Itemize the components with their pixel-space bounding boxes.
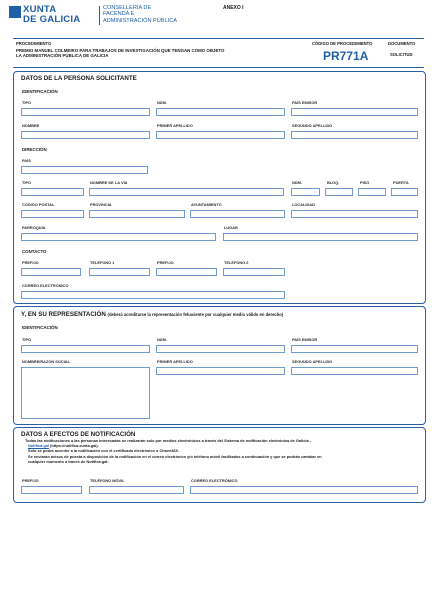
- notification-email-field[interactable]: [190, 486, 418, 494]
- applicant-type-field[interactable]: [21, 108, 150, 116]
- representative-section: [13, 306, 426, 425]
- representative-number-label: NÚM.: [157, 337, 167, 342]
- municipality-label: AYUNTAMIENTO: [191, 202, 222, 207]
- applicant-second-surname-field[interactable]: [291, 131, 418, 139]
- street-type-label: TIPO: [22, 180, 32, 185]
- mobile-phone-label: TELÉFONO MÓVIL: [90, 478, 125, 483]
- department-line-2: FACENDA E: [103, 11, 135, 18]
- municipality-field[interactable]: [190, 210, 285, 218]
- applicant-type-label: TIPO: [22, 100, 32, 105]
- representative-title-note: (deberá acreditarse la representación fehaciente por cualquier medio válido en derecho): [107, 312, 284, 317]
- block-label: BLOQ.: [327, 180, 340, 185]
- phone-2-label: TELÉFONO 2: [224, 260, 249, 265]
- notification-text-5: cualquier momento a través de Notifica.gal:: [28, 458, 109, 464]
- province-label: PROVINCIA: [90, 202, 112, 207]
- door-label: PUERTA: [393, 180, 409, 185]
- procedure-label: PROCEDIMIENTO: [16, 41, 52, 46]
- postal-code-label: CÓDIGO POSTAL: [22, 202, 55, 207]
- business-name-field[interactable]: [21, 367, 150, 419]
- prefix-2-field[interactable]: [156, 268, 217, 276]
- logo-line-2: DE GALICIA: [23, 14, 81, 25]
- applicant-issuing-country-field[interactable]: [291, 108, 418, 116]
- street-name-field[interactable]: [89, 188, 284, 196]
- representative-number-field[interactable]: [156, 345, 285, 353]
- notification-section-title: DATOS A EFECTOS DE NOTIFICACIÓN: [21, 431, 136, 438]
- logo-divider: [99, 6, 100, 25]
- street-name-label: NOMBRE DE LA VÍA: [90, 180, 128, 185]
- procedure-code: PR771A: [323, 49, 369, 63]
- applicant-section: [13, 71, 426, 304]
- notification-text-3: Solo se podrá acceder a la notificación con el certificado electrónico o Chave365.: [28, 448, 179, 454]
- document-label: DOCUMENTO: [388, 41, 416, 46]
- parish-label: PARROQUIA: [22, 225, 46, 230]
- email-label: CORREO ELECTRÓNICO: [22, 283, 69, 288]
- mobile-phone-field[interactable]: [89, 486, 184, 494]
- notification-notes: [25, 438, 421, 464]
- representative-issuing-country-label: PAÍS EMISOR: [292, 337, 318, 342]
- notification-prefix-field[interactable]: [21, 486, 82, 494]
- locality-field[interactable]: [291, 210, 418, 218]
- parish-field[interactable]: [21, 233, 216, 241]
- locality-label: LOCALIDAD: [292, 202, 315, 207]
- representative-first-surname-field[interactable]: [156, 367, 285, 375]
- province-field[interactable]: [89, 210, 185, 218]
- postal-code-field[interactable]: [21, 210, 84, 218]
- representative-type-field[interactable]: [21, 345, 150, 353]
- place-field[interactable]: [223, 233, 418, 241]
- notifica-url-text: (https://notifica.xunta.gal).: [50, 443, 99, 449]
- applicant-second-surname-label: SEGUNDO APELLIDO: [292, 123, 333, 128]
- representative-identification-heading: IDENTIFICACIÓN: [22, 325, 58, 330]
- notification-text-1: Todas las notificaciones a las personas interesadas se realizarán solo por medios electrónicos a través del Sistema de notificación electrónica de Galicia -: [25, 438, 311, 443]
- floor-field[interactable]: [358, 188, 386, 196]
- phone-2-field[interactable]: [223, 268, 285, 276]
- representative-second-surname-field[interactable]: [291, 367, 418, 375]
- phone-1-label: TELÉFONO 1: [90, 260, 115, 265]
- place-label: LUGAR: [224, 225, 238, 230]
- representative-section-title: [21, 311, 283, 318]
- door-field[interactable]: [391, 188, 418, 196]
- department-name: [103, 5, 177, 24]
- document-value: SOLICITUD: [390, 52, 413, 57]
- street-number-label: NÚM.: [292, 180, 302, 185]
- department-line-3: ADMINISTRACIÓN PÚBLICA: [103, 17, 177, 24]
- department-line-1: CONSELLERÍA DE: [103, 5, 152, 11]
- floor-label: PISO: [360, 180, 370, 185]
- applicant-country-label: PAÍS: [22, 158, 31, 163]
- applicant-address-heading: DIRECCIÓN: [22, 147, 47, 152]
- applicant-section-title: DATOS DE LA PERSONA SOLICITANTE: [21, 75, 137, 82]
- prefix-1-field[interactable]: [21, 268, 81, 276]
- applicant-first-surname-label: PRIMER APELLIDO: [157, 123, 193, 128]
- procedure-code-label: CÓDIGO DE PROCEDIMIENTO: [312, 41, 373, 46]
- applicant-identification-heading: IDENTIFICACIÓN: [22, 89, 58, 94]
- notification-section: [13, 427, 426, 503]
- xunta-logo-text: [23, 5, 80, 25]
- notification-email-label: CORREO ELECTRÓNICO: [191, 478, 238, 483]
- representative-first-surname-label: PRIMER APELLIDO: [157, 359, 193, 364]
- contact-heading: CONTACTO: [22, 249, 47, 254]
- representative-issuing-country-field[interactable]: [291, 345, 418, 353]
- applicant-country-field[interactable]: [21, 166, 148, 174]
- annex-label: ANEXO I: [223, 5, 244, 11]
- applicant-issuing-country-label: PAÍS EMISOR: [292, 100, 318, 105]
- xunta-logo-mark: [9, 6, 21, 18]
- procedure-title-line-2: LA ADMINISTRACIÓN PÚBLICA DE GALICIA: [16, 53, 109, 59]
- notifica-link[interactable]: Notifica.gal: [28, 443, 49, 449]
- applicant-number-field[interactable]: [156, 108, 285, 116]
- procedure-title-line-1: PREMIO MANUEL COLMEIRO PARA TRABAJOS DE INVESTIGACIÓN QUE TENGAN COMO OBJETO: [16, 48, 225, 53]
- prefix-2-label: PREFIJO: [157, 260, 174, 265]
- procedure-block: [13, 38, 424, 68]
- street-number-field[interactable]: [291, 188, 320, 196]
- email-field[interactable]: [21, 291, 285, 299]
- procedure-title: [16, 48, 306, 59]
- applicant-first-surname-field[interactable]: [156, 131, 285, 139]
- representative-type-label: TIPO: [22, 337, 32, 342]
- representative-second-surname-label: SEGUNDO APELLIDO: [292, 359, 333, 364]
- street-type-field[interactable]: [21, 188, 84, 196]
- prefix-1-label: PREFIJO: [22, 260, 39, 265]
- phone-1-field[interactable]: [89, 268, 150, 276]
- notification-prefix-label: PREFIJO: [22, 478, 39, 483]
- applicant-number-label: NÚM.: [157, 100, 167, 105]
- applicant-name-field[interactable]: [21, 131, 150, 139]
- block-field[interactable]: [325, 188, 353, 196]
- notification-text-4: Se enviarán avisos de puesta a disposición de la notificación en el correo electrónico y/o teléfono móvil facilitados a continuación y que se podrán cambiar en: [28, 453, 322, 459]
- business-name-label: NOMBRE/RAZÓN SOCIAL: [22, 359, 70, 364]
- logo-line-1: XUNTA: [23, 4, 57, 15]
- applicant-name-label: NOMBRE: [22, 123, 40, 128]
- representative-title-text: Y, EN SU REPRESENTACIÓN: [21, 311, 106, 318]
